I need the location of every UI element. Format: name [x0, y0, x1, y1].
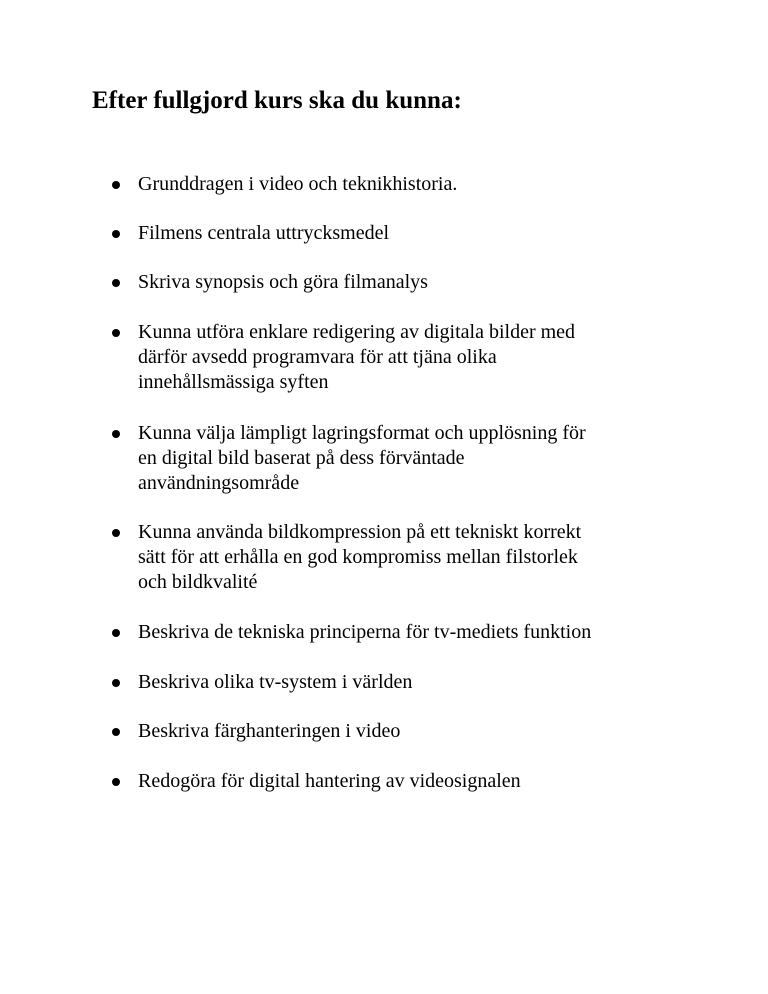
list-item-text: Beskriva färghanteringen i video	[138, 720, 401, 742]
bullet-icon	[112, 629, 120, 637]
list-item	[112, 520, 692, 595]
page-heading: Efter fullgjord kurs ska du kunna:	[92, 87, 462, 114]
list-item	[112, 172, 692, 197]
list-item-text: Beskriva olika tv-system i världen	[138, 671, 413, 693]
bullet-icon	[112, 728, 120, 736]
list-item-text: Filmens centrala uttrycksmedel	[138, 222, 390, 244]
bullet-icon	[112, 181, 120, 189]
bullet-icon	[112, 430, 120, 438]
list-item-text: Redogöra för digital hantering av videosignalen	[138, 770, 521, 792]
bullet-icon	[112, 529, 120, 537]
list-item	[112, 719, 692, 744]
list-item	[112, 670, 692, 695]
list-item-text: Kunna använda bildkompression på ett tekniskt korrekt sätt för att erhålla en god kompromiss mellan filstorlek och bildkvalité	[138, 521, 582, 593]
list-item	[112, 320, 692, 395]
bullet-icon	[112, 230, 120, 238]
list-item-text: Skriva synopsis och göra filmanalys	[138, 271, 428, 293]
list-item	[112, 769, 692, 794]
bullet-icon	[112, 679, 120, 687]
list-item	[112, 270, 692, 295]
list-item-text: Beskriva de tekniska principerna för tv-mediets funktion	[138, 621, 592, 643]
list-item	[112, 221, 692, 246]
bullet-icon	[112, 329, 120, 337]
list-item	[112, 620, 692, 645]
list-item-text: Grunddragen i video och teknikhistoria.	[138, 173, 458, 195]
list-item	[112, 421, 692, 496]
bullet-icon	[112, 279, 120, 287]
bullet-icon	[112, 778, 120, 786]
list-item-text: Kunna välja lämpligt lagringsformat och upplösning för en digital bild baserat på dess förväntade användningsområde	[138, 422, 586, 494]
list-item-text: Kunna utföra enklare redigering av digitala bilder med därför avsedd programvara för att tjäna olika innehållsmässiga syften	[138, 321, 576, 393]
